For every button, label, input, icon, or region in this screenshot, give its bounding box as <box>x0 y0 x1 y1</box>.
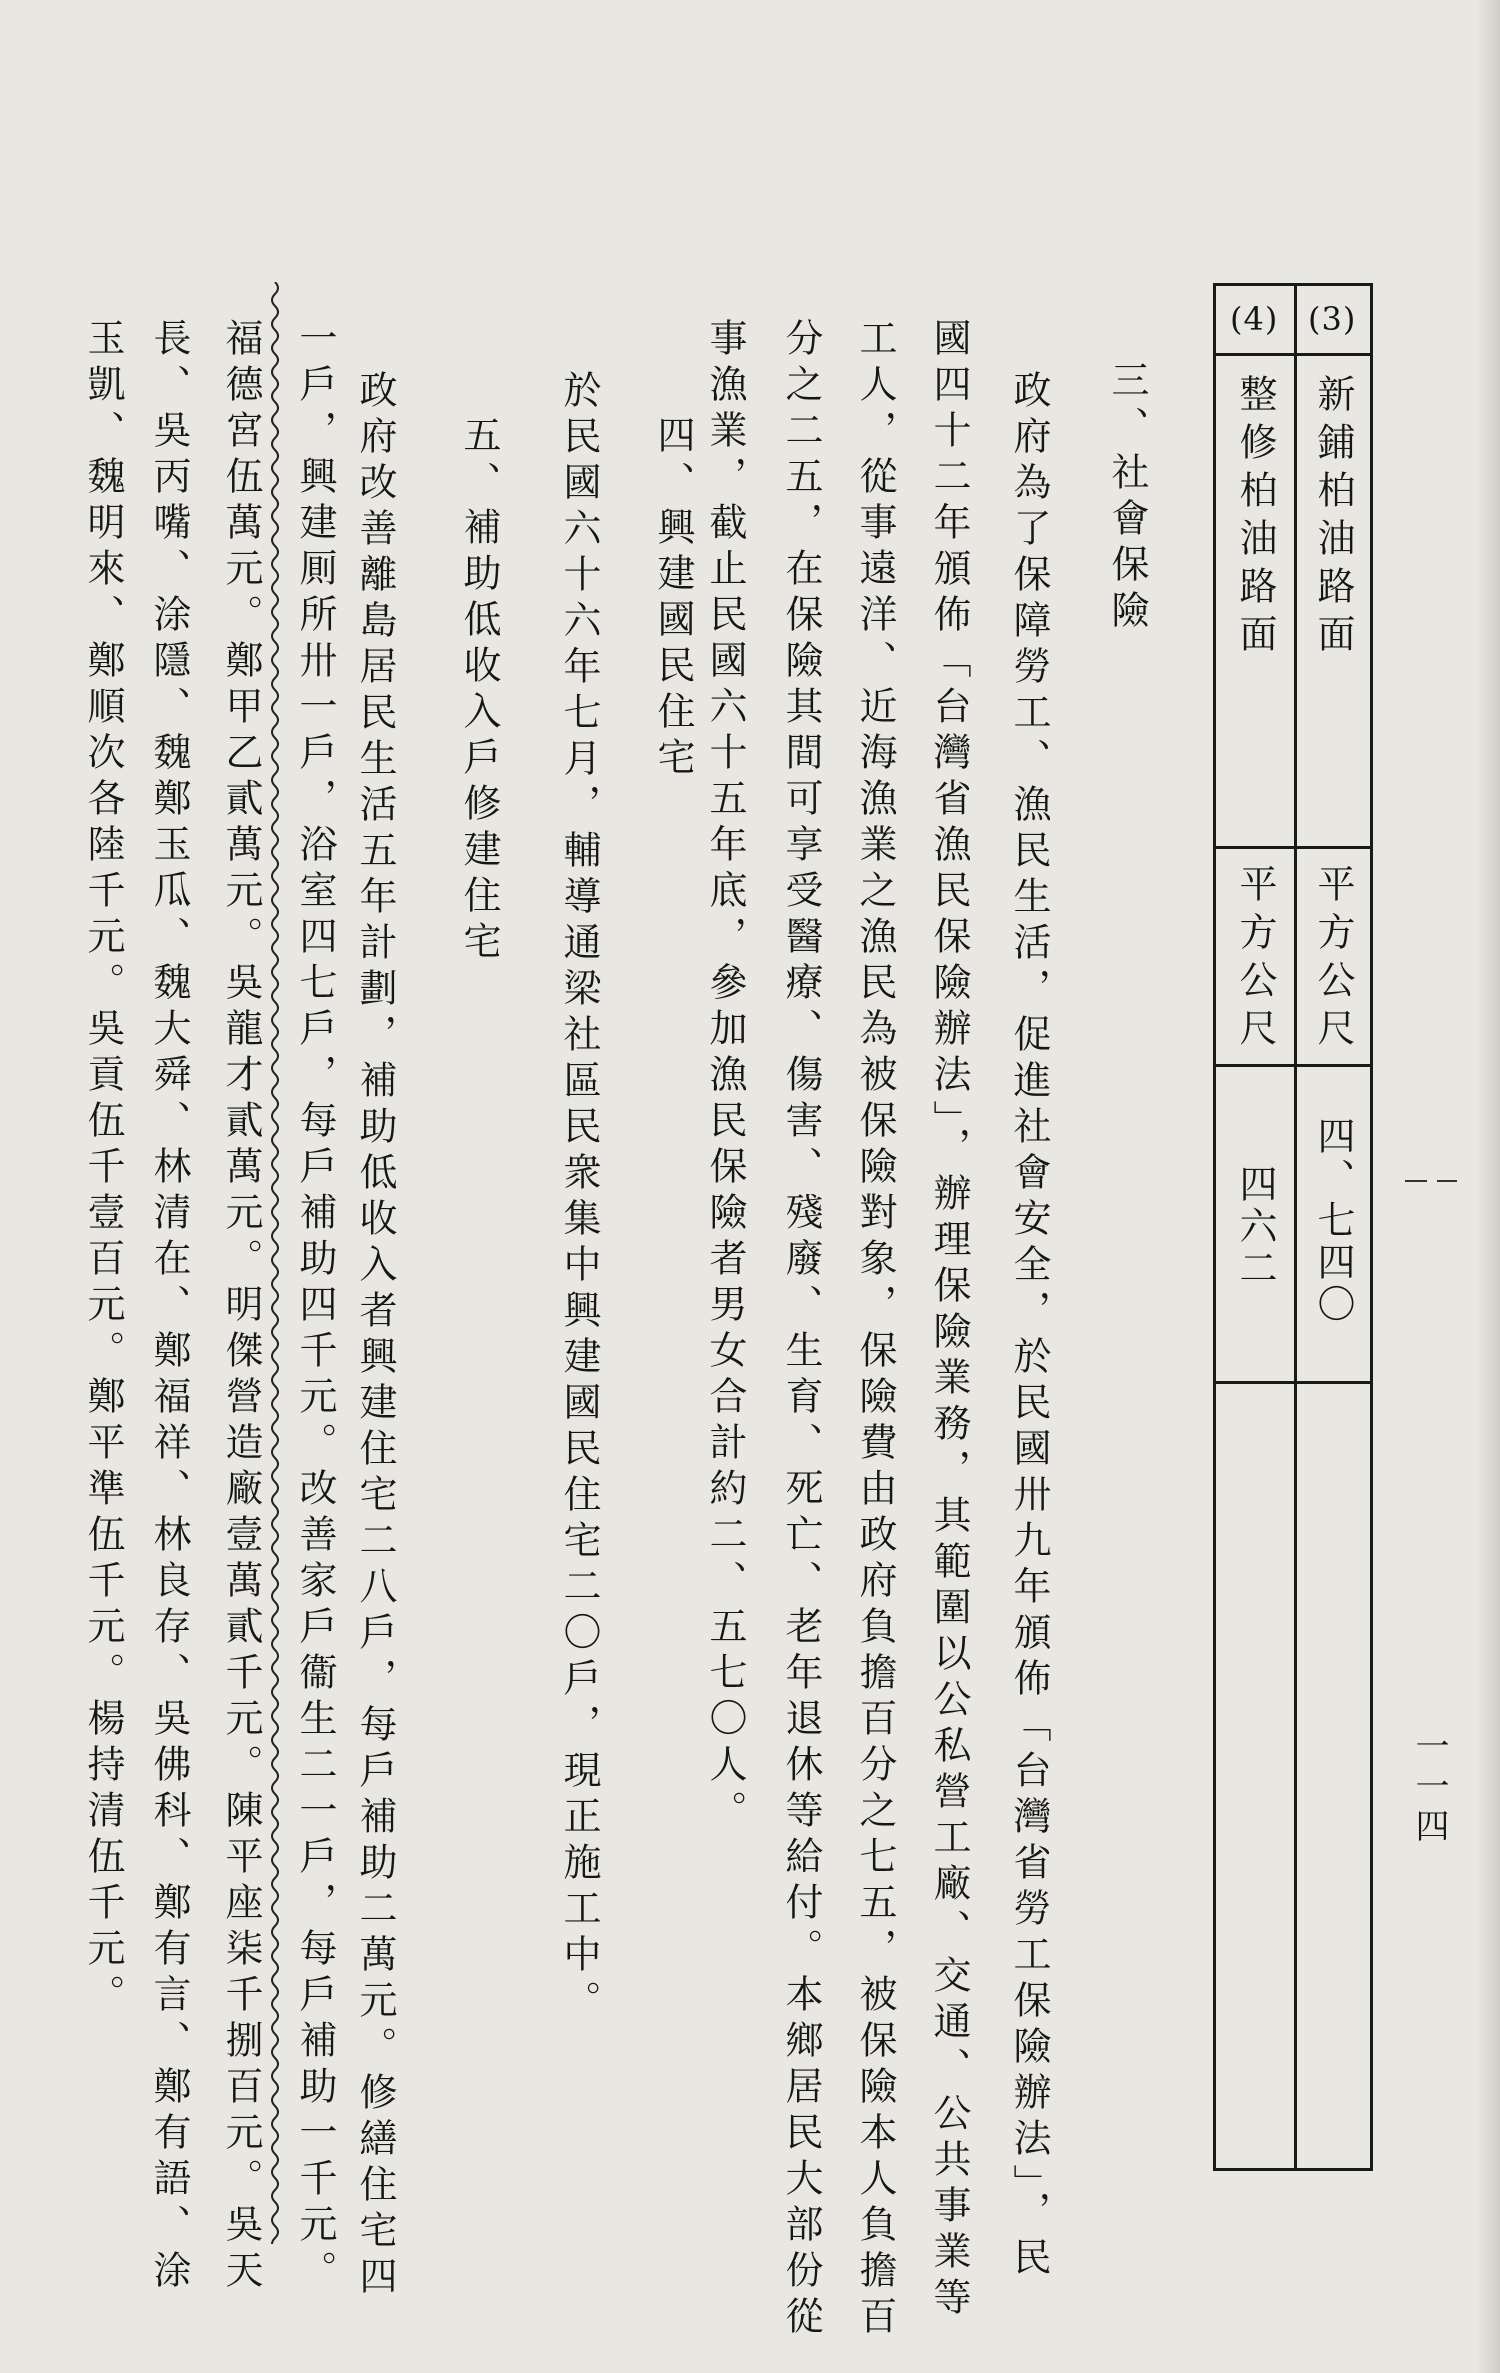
paragraph-line: 國四十二年頒佈「台灣省漁民保險辦法」，辦理保險業務，其範圍以公私營工廠、交通、公共事業等 <box>927 318 971 2323</box>
row4-unit: 平方公尺 <box>1233 864 1277 1056</box>
row3-quantity: 四、七四〇 <box>1311 1116 1355 1326</box>
paragraph-line: 長、吳丙嘴、涂隱、魏鄭玉瓜、魏大舜、林清在、鄭福祥、林良存、吳佛科、鄭有言、鄭有語、涂 <box>147 318 191 2296</box>
row4-item: 整修柏油路面 <box>1233 374 1277 662</box>
section-heading-housing: 四、興建國民住宅 <box>651 415 695 783</box>
page-number: 一一四 <box>1409 1728 1449 1848</box>
table-divider <box>1216 353 1370 356</box>
wavy-proper-noun-line <box>268 282 282 2244</box>
page-edge-shade <box>1476 0 1500 2373</box>
paragraph-line: 一戶，興建厠所卅一戶，浴室四七戶，每戶補助四千元。改善家戶衞生二一戶，每戶補助一千元。 <box>293 318 337 2296</box>
paragraph-line: 於民國六十六年七月，輔導通梁社區民衆集中興建國民住宅二〇戶，現正施工中。 <box>557 370 601 2026</box>
table-divider <box>1216 1064 1370 1067</box>
table-divider <box>1216 846 1370 849</box>
paragraph-line: 玉凱、魏明來、鄭順次各陸千元。吳貢伍千壹百元。鄭平準伍千元。楊持清伍千元。 <box>81 318 125 2020</box>
table-divider <box>1294 286 1297 2168</box>
table-divider <box>1216 1381 1370 1384</box>
section-heading-social-insurance: 三、社會保險 <box>1105 360 1149 636</box>
row3-number: (3) <box>1308 300 1357 338</box>
row3-unit: 平方公尺 <box>1311 864 1355 1056</box>
road-works-table <box>1213 283 1373 2171</box>
section-heading-low-income: 五、補助低收入戶修建住宅 <box>457 415 501 967</box>
paragraph-line: 福德宮伍萬元。鄭甲乙貳萬元。吳龍才貳萬元。明傑營造廠壹萬貳千元。陳平座柒千捌百元。吳天 <box>219 318 263 2296</box>
paragraph-line: 事漁業，截止民國六十五年底，參加漁民保險者男女合計約二、五七〇人。 <box>703 318 747 1836</box>
paragraph-line: 分之二五，在保險其間可享受醫療、傷害、殘廢、生育、死亡、老年退休等給付。本鄉居民大部份從 <box>779 318 823 2342</box>
paragraph-line: 政府改善離島居民生活五年計劃，補助低收入者興建住宅二八戶，每戶補助二萬元。修繕住宅四 <box>353 370 397 2302</box>
row3-item: 新鋪柏油路面 <box>1311 374 1355 662</box>
margin-mark <box>1437 1180 1457 1182</box>
margin-mark <box>1405 1180 1427 1182</box>
row4-number: (4) <box>1230 300 1279 338</box>
paragraph-line: 工人，從事遠洋、近海漁業之漁民為被保險對象，保險費由政府負擔百分之七五，被保險本人負擔百 <box>853 318 897 2342</box>
row4-quantity: 四六二 <box>1233 1164 1277 1290</box>
paragraph-line: 政府為了保障勞工、漁民生活，促進社會安全，於民國卅九年頒佈「台灣省勞工保險辦法」，民 <box>1007 370 1051 2283</box>
